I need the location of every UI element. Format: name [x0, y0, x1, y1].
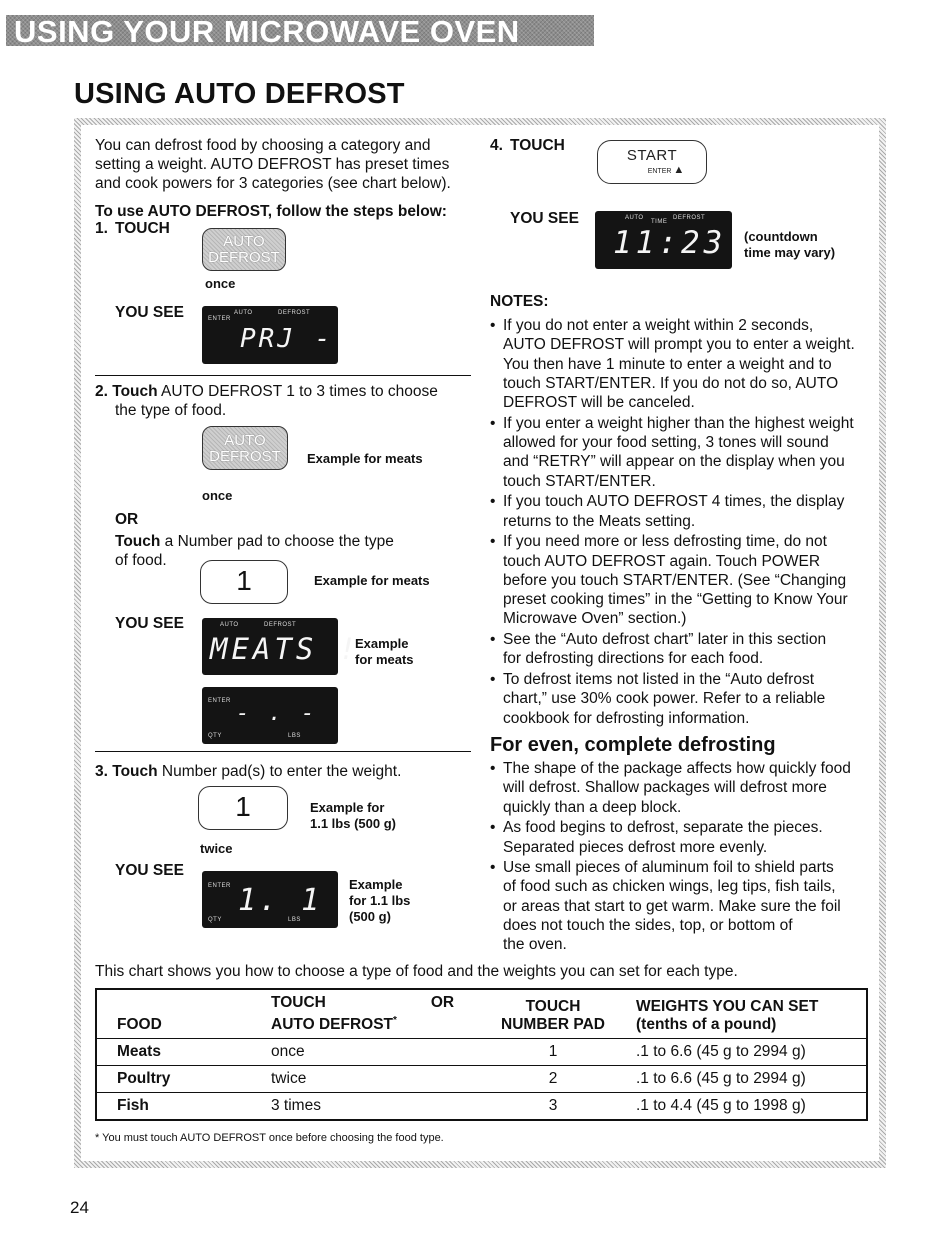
- start-enter-key[interactable]: [597, 140, 707, 184]
- header-touch-auto-defrost: [251, 989, 496, 1039]
- step2-line-2: the type of food.: [115, 402, 227, 419]
- step1-number: 1.: [95, 220, 108, 237]
- step2-or: OR: [115, 511, 139, 528]
- key-label-auto: AUTO: [223, 233, 265, 250]
- notes-item-line: allowed for your food setting, 3 tones will sound: [503, 434, 829, 452]
- display-label-defrost: DEFROST: [264, 622, 297, 628]
- display-label-lbs: LBS: [288, 917, 301, 923]
- display-label-defrost: DEFROST: [278, 310, 311, 316]
- header-touch-np-2: NUMBER PAD: [501, 1016, 605, 1034]
- header-auto-defrost: [271, 1012, 490, 1034]
- even_notes-item-line: Use small pieces of aluminum foil to shield parts: [503, 859, 834, 877]
- step2-alt-text1: a Number pad to choose the type: [160, 533, 394, 550]
- step2-alt-line-1: [115, 532, 394, 551]
- display-label-time: TIME: [651, 219, 668, 225]
- step1-touch: TOUCH: [115, 220, 170, 237]
- notes-item-line: If you do not enter a weight within 2 seconds,: [503, 317, 814, 334]
- notes-heading: NOTES:: [490, 293, 549, 310]
- notes-item-line: You then have 1 minute to enter a weight and to: [503, 355, 832, 373]
- table-header-row: [96, 989, 867, 1039]
- display-label-enter: ENTER: [208, 698, 231, 704]
- even_notes-item-line: Separated pieces defrost more evenly.: [503, 838, 768, 856]
- notes-item-line: To defrost items not listed in the “Auto defrost: [503, 670, 815, 688]
- notes-item-line: See the “Auto defrost chart” later in this section: [503, 631, 827, 648]
- even_notes-item-line: of food such as chicken wings, leg tips, fish tails,: [503, 878, 836, 896]
- step3-note-line-3: (500 g): [349, 909, 391, 924]
- header-touch-np-1: TOUCH: [525, 998, 581, 1016]
- step2-alt-line-2: of food.: [115, 552, 167, 569]
- display-note-line-1: Example: [355, 636, 409, 651]
- cell-food: Meats: [96, 1039, 251, 1066]
- display-meats: [202, 618, 361, 675]
- header-touch-number-pad: [496, 989, 616, 1039]
- notes-item-line: preset cooking times” in the “Getting to Know Your: [503, 591, 848, 609]
- display-note-line-2: for meats: [355, 652, 414, 667]
- notes-item-line: cookbook for defrosting information.: [503, 709, 750, 727]
- bullet-icon: •: [490, 819, 496, 837]
- even_notes-item-line: will defrost. Shallow packages will defrost more: [503, 779, 827, 797]
- table-row: [96, 1039, 867, 1066]
- intro-line-2: setting a weight. AUTO DEFROST has preset times: [95, 156, 450, 173]
- step4-note-line-1: (countdown: [744, 229, 818, 244]
- step4-touch: TOUCH: [510, 137, 565, 154]
- step2-you-see: YOU SEE: [115, 615, 184, 632]
- step1-once: once: [205, 276, 236, 291]
- step3-example-line-1: Example for: [310, 800, 385, 815]
- step4-you-see: YOU SEE: [510, 210, 579, 227]
- auto-defrost-key[interactable]: [202, 426, 288, 470]
- divider: [95, 751, 471, 752]
- step3-note-line-1: Example: [349, 877, 403, 892]
- header-auto-defrost-text: AUTO DEFROST: [271, 1016, 393, 1034]
- even_notes-item-line: As food begins to defrost, separate the pieces.: [503, 819, 823, 837]
- display-text: PRJ -: [240, 324, 334, 354]
- notes-item-line: touch START/ENTER.: [503, 472, 656, 490]
- step3-twice: twice: [200, 841, 233, 856]
- notes-item-line: and “RETRY” will appear on the display when you: [503, 453, 845, 471]
- display-label-qty: QTY: [208, 733, 222, 739]
- cell-touch: once: [251, 1039, 496, 1066]
- step3-number: 3.: [95, 763, 108, 780]
- step3-lead: Touch: [112, 763, 158, 780]
- even_notes-item-line: quickly than a deep block.: [503, 798, 682, 816]
- banner-text: USING YOUR MICROWAVE OVEN: [14, 14, 520, 49]
- notes-item-line: returns to the Meats setting.: [503, 512, 696, 530]
- footnote: * You must touch AUTO DEFROST once before choosing the food type.: [95, 1132, 444, 1144]
- header-touch-text: TOUCH: [271, 994, 326, 1011]
- display-enter-weight: [202, 687, 338, 744]
- notes-item-line: AUTO DEFROST will prompt you to enter a weight.: [503, 336, 855, 354]
- notes-item-line: before you touch START/ENTER. (See “Changing: [503, 571, 847, 589]
- display-label-qty: QTY: [208, 917, 222, 923]
- intro-line-1: You can defrost food by choosing a category and: [95, 137, 431, 154]
- notes-item-line: for defrosting directions for each food.: [503, 650, 764, 668]
- key-label-defrost: DEFROST: [209, 448, 281, 465]
- cell-food: Fish: [117, 1097, 149, 1115]
- display-label-enter: ENTER: [208, 883, 231, 889]
- steps-heading: To use AUTO DEFROST, follow the steps below:: [95, 203, 447, 220]
- bullet-icon: •: [490, 631, 496, 648]
- key-label-start: START: [626, 147, 678, 164]
- header-weights-2: (tenths of a pound): [636, 1016, 777, 1034]
- display-label-enter: ENTER: [208, 316, 231, 322]
- display-label-defrost: DEFROST: [673, 215, 706, 221]
- cell-weights: .1 to 6.6 (45 g to 2994 g): [616, 1066, 867, 1093]
- step2-lead: Touch: [112, 383, 158, 400]
- header-weights: [616, 989, 867, 1039]
- display-label-auto: AUTO: [220, 622, 239, 628]
- notes-item-line: If you touch AUTO DEFROST 4 times, the display: [503, 493, 845, 511]
- table-row: [96, 1066, 867, 1093]
- step4-note-line-2: time may vary): [744, 245, 836, 260]
- number-pad-1-key[interactable]: 1: [198, 786, 288, 830]
- display-text: 1. 1: [238, 883, 323, 918]
- page-number: 24: [70, 1198, 89, 1217]
- step3-text: Number pad(s) to enter the weight.: [157, 763, 402, 780]
- bullet-icon: •: [490, 670, 496, 688]
- step2-number: 2.: [95, 383, 108, 400]
- even_notes-item-line: The shape of the package affects how quickly food: [503, 760, 851, 777]
- intro-line-3: and cook powers for 3 categories (see chart below).: [95, 175, 451, 192]
- display-label-auto: AUTO: [625, 215, 644, 221]
- chart-intro: This chart shows you how to choose a type of food and the weights you can set for each type.: [95, 963, 738, 980]
- key-label-enter: [598, 164, 706, 178]
- step2-text1: AUTO DEFROST 1 to 3 times to choose: [157, 383, 438, 400]
- step2-once: once: [202, 488, 233, 503]
- cell-pad: 3: [548, 1097, 558, 1115]
- step3-note-line-2: for 1.1 lbs: [349, 893, 411, 908]
- step3-you-see: YOU SEE: [115, 862, 184, 879]
- display-weight: [202, 871, 338, 928]
- step2-alt-lead: Touch: [115, 533, 161, 550]
- step2-line-1: [95, 382, 438, 401]
- cell-weights: .1 to 6.6 (45 g to 2994 g): [616, 1039, 867, 1066]
- step2-example: Example for meats: [307, 451, 423, 466]
- cell-food: Poultry: [96, 1066, 251, 1093]
- cell-pad: 1: [496, 1039, 616, 1066]
- auto-defrost-key[interactable]: [202, 228, 286, 271]
- bullet-icon: •: [490, 760, 496, 777]
- display-text: - . -: [236, 701, 318, 726]
- display-label-lbs: LBS: [288, 733, 301, 739]
- notes-item-line: chart,” use 30% cook power. Refer to a reliable: [503, 690, 826, 708]
- page-title: USING AUTO DEFROST: [74, 78, 405, 110]
- step4-number: 4.: [490, 137, 503, 154]
- header-asterisk: *: [393, 1015, 397, 1026]
- notes-item-line: touch START/ENTER. If you do not do so, AUTO: [503, 374, 839, 392]
- cell-pad: 2: [496, 1066, 616, 1093]
- section-banner: [6, 14, 594, 49]
- even_notes-item-line: the oven.: [503, 936, 567, 954]
- divider: [95, 375, 471, 376]
- key-label-enter-text: ENTER: [647, 168, 672, 175]
- step2-example2: Example for meats: [314, 573, 430, 588]
- cell-weights: .1 to 4.4 (45 g to 1998 g): [636, 1097, 806, 1115]
- step3-line: [95, 762, 401, 781]
- auto-defrost-chart: [95, 988, 868, 1121]
- bullet-icon: •: [490, 414, 496, 432]
- even_notes-item-line: does not touch the sides, top, or bottom of: [503, 917, 793, 934]
- even_notes-item-line: or areas that start to get warm. Make sure the foil: [503, 897, 841, 915]
- notes-item-line: touch AUTO DEFROST again. Touch POWER: [503, 552, 821, 570]
- table-row: [96, 1093, 867, 1121]
- bullet-icon: •: [490, 533, 496, 551]
- header-food: FOOD: [96, 989, 251, 1039]
- display-countdown: [595, 211, 732, 269]
- display-text: 11:23: [613, 225, 727, 261]
- bullet-icon: •: [490, 859, 496, 877]
- cell-touch: 3 times: [271, 1097, 321, 1115]
- notes-item-line: Microwave Oven” section.): [503, 610, 687, 628]
- notes-item-line: If you need more or less defrosting time, do not: [503, 533, 827, 551]
- bullet-icon: •: [490, 317, 496, 334]
- step1-you-see: YOU SEE: [115, 304, 184, 321]
- cell-touch: twice: [251, 1066, 496, 1093]
- display-label-auto: AUTO: [234, 310, 253, 316]
- bullet-icon: •: [490, 493, 496, 511]
- header-weights-1: WEIGHTS YOU CAN SET: [636, 998, 819, 1016]
- lock-icon: ▲: [673, 164, 685, 176]
- even-defrost-heading: For even, complete defrosting: [490, 734, 776, 756]
- display-pr: [202, 306, 338, 364]
- header-touch: [271, 994, 490, 1012]
- number-pad-1-key[interactable]: 1: [200, 560, 288, 604]
- header-or: OR: [430, 994, 455, 1011]
- step3-example-line-2: 1.1 lbs (500 g): [310, 816, 396, 831]
- notes-item-line: DEFROST will be canceled.: [503, 394, 695, 412]
- key-label-defrost: DEFROST: [208, 249, 280, 266]
- key-label-auto: AUTO: [224, 432, 266, 449]
- display-text: MEATS !: [210, 632, 361, 666]
- notes-item-line: If you enter a weight higher than the highest weight: [503, 414, 854, 432]
